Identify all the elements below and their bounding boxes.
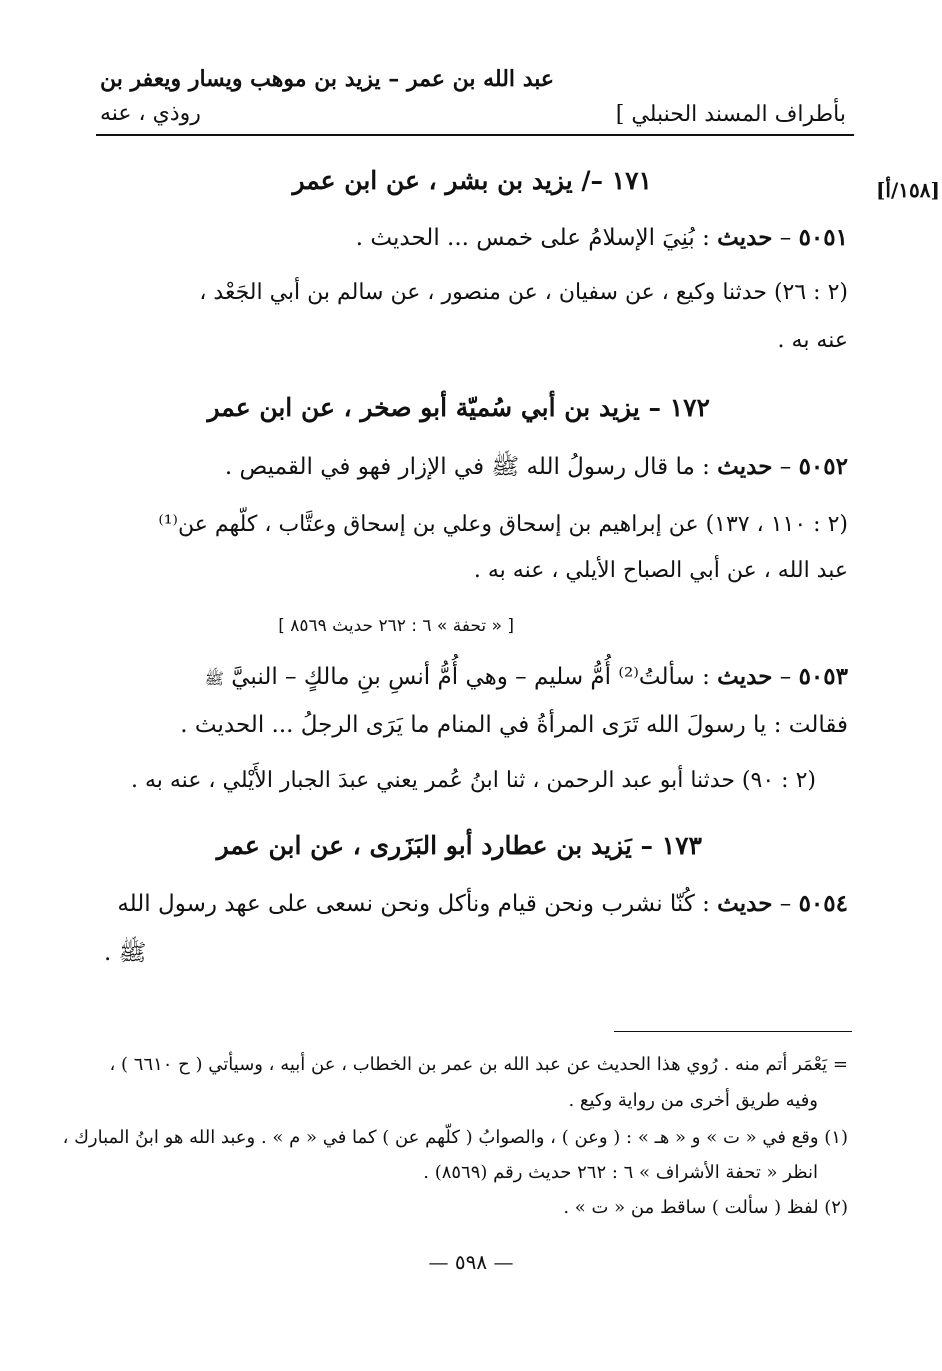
section-heading-172: ١٧٢ – يزيد بن أبي سُميّة أبو صخر ، عن ابن عمر — [207, 393, 710, 422]
hadith-5054-continued: ﷺ . — [104, 940, 147, 966]
section-heading-173: ١٧٣ – يَزيد بن عطارد أبو البَزَرى ، عن ابن عمر — [216, 831, 702, 860]
hadith-number: ٥٠٥٤ — [798, 890, 848, 917]
page-number: — ٥٩٨ — — [428, 1250, 514, 1274]
running-header-topic: عبد الله بن عمر – يزيد بن موهب ويسار ويعفر بن — [100, 66, 555, 92]
hadith-5053: ٥٠٥٣ – حديث : سألتُ⁽²⁾ أُمُّ سليم – وهي أُمُّ أنسِ بنِ مالكٍ – النبيَّ ﷺ — [204, 663, 848, 690]
hadith-keyword: حديث — [717, 663, 773, 690]
footnote-continuation-end: وفيه طريق أخرى من رواية وكيع . — [568, 1090, 818, 1111]
running-header-topic-continued: روذي ، عنه — [100, 101, 201, 126]
header-rule — [96, 134, 854, 136]
salla-allahu-alayhi-wasallam-ligature: ﷺ — [204, 669, 224, 688]
hadith-5051: ٥٠٥١ – حديث : بُنِيَ الإسلامُ على خمس ... الحديث . — [355, 224, 848, 251]
margin-folio-ref: [١٥٨/أ] — [875, 178, 940, 202]
hadith-number: ٥٠٥٢ — [798, 453, 848, 480]
tuhfa-reference: [ « تحفة » ٦ : ٢٦٢ حديث ٨٥٦٩ ] — [278, 616, 514, 636]
footnote-separator — [614, 1031, 852, 1032]
hadith-5052-source: (٢ : ١١٠ ، ١٣٧) عن إبراهيم بن إسحاق وعلي بن إسحاق وعتَّاب ، كلّهم عن⁽¹⁾ — [158, 512, 848, 537]
hadith-text: : ما قال رسولُ الله ﷺ في الإزار فهو في القميص . — [224, 454, 710, 480]
hadith-keyword: حديث — [717, 890, 773, 917]
footnote-continuation: = يَعْمَر أتم منه . رُوي هذا الحديث عن عبد الله بن عمر بن الخطاب ، عن أبيه ، وسيأتي ( ح ٦٦١٠ ) ، — [109, 1054, 848, 1075]
hadith-number: ٥٠٥٣ — [798, 663, 848, 690]
hadith-text: : كُنّا نشرب ونحن قيام ونأكل ونحن نسعى على عهد رسول الله — [117, 891, 710, 917]
hadith-number: ٥٠٥١ — [798, 224, 848, 251]
footnote-2: (٢) لفظ ( سألت ) ساقط من « ت » . — [563, 1197, 848, 1218]
hadith-5052-source-end: عبد الله ، عن أبي الصباح الأيلي ، عنه به . — [473, 558, 848, 583]
hadith-5052: ٥٠٥٢ – حديث : ما قال رسولُ الله ﷺ في الإزار فهو في القميص . — [224, 453, 848, 480]
hadith-5054: ٥٠٥٤ – حديث : كُنّا نشرب ونحن قيام ونأكل ونحن نسعى على عهد رسول الله — [117, 890, 848, 917]
footnote-1-continued: انظر « تحفة الأشراف » ٦ : ٢٦٢ حديث رقم (٨٥٦٩) . — [423, 1162, 818, 1183]
hadith-5051-source-end: عنه به . — [777, 328, 848, 353]
hadith-keyword: حديث — [717, 224, 773, 251]
section-heading-171: ١٧١ –/ يزيد بن بشر ، عن ابن عمر — [292, 166, 652, 195]
running-header-book-title: بأطراف المسند الحنبلي ] — [615, 102, 846, 127]
footnote-1: (١) وقع في « ت » و « هـ » : ( وعن ) ، والصوابُ ( كلّهم عن ) كما في « م » . وعبد الله هو ابنُ المبارك ، — [62, 1127, 848, 1148]
hadith-5051-source: (٢ : ٢٦) حدثنا وكيع ، عن سفيان ، عن منصور ، عن سالم بن أبي الجَعْد ، — [199, 280, 848, 305]
hadith-5053-source: (٢ : ٩٠) حدثنا أبو عبد الرحمن ، ثنا ابنُ عُمر يعني عبدَ الجبار الأَيْلي ، عنه به . — [130, 768, 816, 793]
hadith-5053-continued: فقالت : يا رسولَ الله تَرَى المرأةُ في المنام ما يَرَى الرجلُ ... الحديث . — [180, 712, 848, 738]
hadith-text: : بُنِيَ الإسلامُ على خمس ... الحديث . — [355, 225, 710, 251]
hadith-text: : سألتُ⁽²⁾ أُمُّ سليم – وهي أُمُّ أنسِ بنِ مالكٍ – النبيَّ — [231, 664, 710, 690]
hadith-keyword: حديث — [717, 453, 773, 480]
